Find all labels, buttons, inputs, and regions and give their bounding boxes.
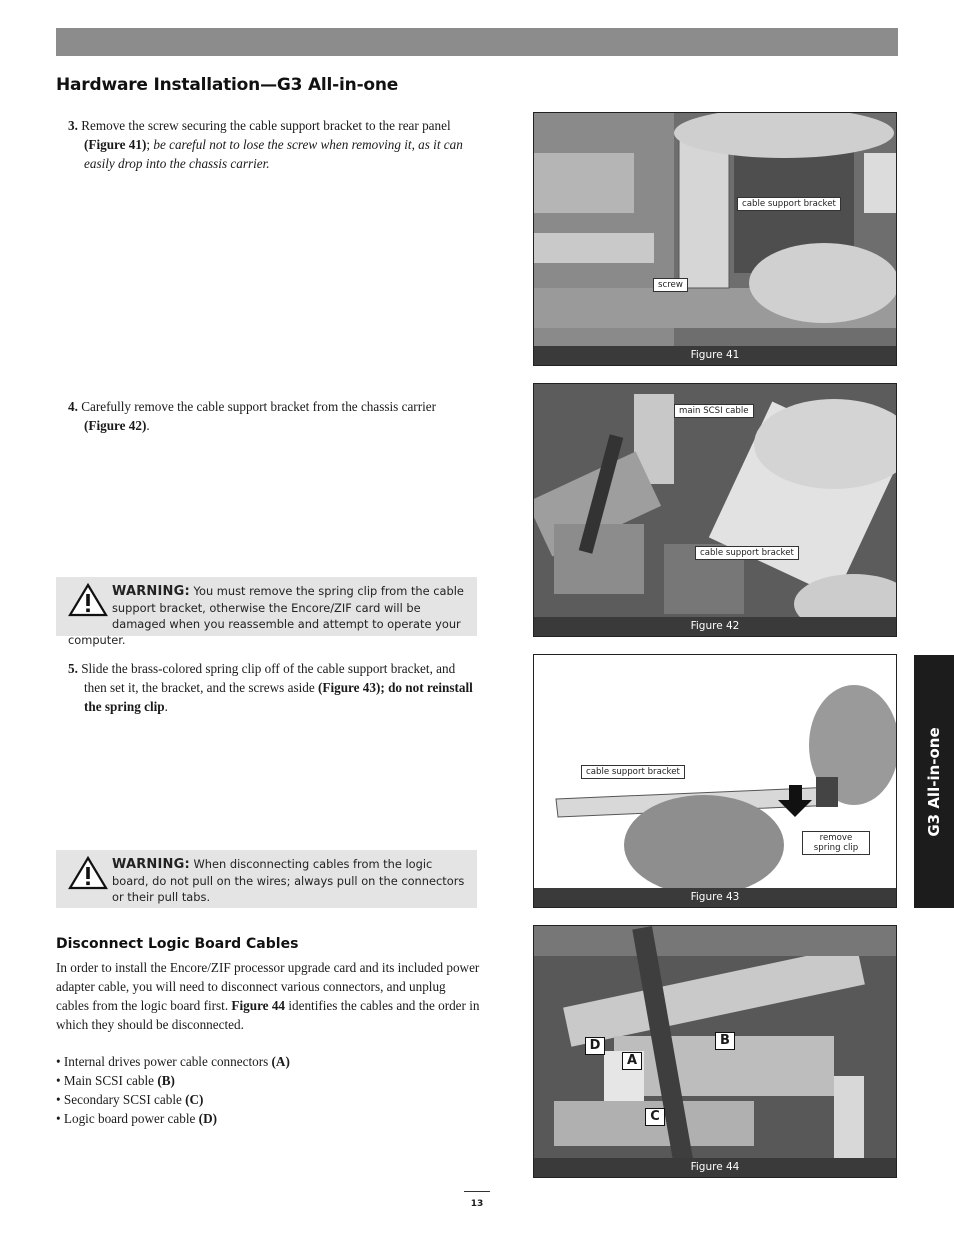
figure-caption: Figure 43 bbox=[534, 888, 896, 907]
label-a: A bbox=[622, 1052, 642, 1070]
punct: . bbox=[164, 699, 168, 714]
para-text: identifies the cables and the order in which they should be disconnected. bbox=[56, 998, 480, 1032]
list-item bbox=[56, 1109, 290, 1128]
separator: ; bbox=[146, 137, 151, 152]
list-item bbox=[56, 1090, 290, 1109]
cable-list bbox=[56, 1052, 290, 1128]
item-text: • Logic board power cable bbox=[56, 1111, 196, 1126]
label-c: C bbox=[645, 1108, 665, 1126]
figure-ref: (Figure 41) bbox=[84, 137, 147, 152]
step-text: Slide the brass-colored spring clip off of the cable support bracket, and then set it, the bracket, and the screws aside bbox=[81, 661, 456, 695]
item-text: • Main SCSI cable bbox=[56, 1073, 155, 1088]
warning-box bbox=[56, 850, 477, 908]
step-5 bbox=[68, 659, 474, 716]
step-number: 3. bbox=[68, 118, 78, 133]
label-d: D bbox=[585, 1037, 605, 1055]
item-code: (C) bbox=[185, 1092, 204, 1107]
figure-caption: Figure 42 bbox=[534, 617, 896, 636]
figure-ref: (Figure 42) bbox=[84, 418, 147, 433]
warning-box bbox=[56, 577, 477, 647]
page-number: 13 bbox=[470, 1199, 484, 1209]
step-note: be careful not to lose the screw when removing it, as it can easily drop into the chassis carrier. bbox=[84, 137, 463, 171]
figure-ref: Figure 44 bbox=[231, 998, 286, 1013]
punct: . bbox=[146, 418, 150, 433]
step-number: 5. bbox=[68, 661, 78, 676]
callout-cable-support-bracket: cable support bracket bbox=[695, 546, 799, 560]
section-side-tab bbox=[914, 655, 954, 908]
item-code: (B) bbox=[157, 1073, 175, 1088]
label-b: B bbox=[715, 1032, 735, 1050]
photo-figure-42 bbox=[534, 384, 897, 637]
warning-text: When disconnecting cables from the logic board, do not pull on the wires; always pull on the connectors or their pull tabs. bbox=[112, 857, 465, 904]
warning-icon bbox=[68, 856, 108, 890]
section-title: Disconnect Logic Board Cables bbox=[56, 936, 299, 952]
list-item bbox=[56, 1052, 290, 1071]
figure-ref: (Figure 43); do not reinstall the spring clip bbox=[84, 680, 473, 714]
step-3 bbox=[68, 116, 474, 173]
photo-figure-41 bbox=[534, 113, 897, 366]
callout-screw: screw bbox=[653, 278, 688, 292]
item-text: • Internal drives power cable connectors bbox=[56, 1054, 269, 1069]
item-code: (A) bbox=[271, 1054, 290, 1069]
warning-label: WARNING: bbox=[112, 584, 190, 599]
step-text: Remove the screw securing the cable support bracket to the rear panel bbox=[81, 118, 451, 133]
step-4 bbox=[68, 397, 474, 435]
figure-42 bbox=[533, 383, 897, 637]
warning-label: WARNING: bbox=[112, 857, 190, 872]
figure-caption: Figure 41 bbox=[534, 346, 896, 365]
page-number-rule bbox=[464, 1191, 490, 1192]
figure-43 bbox=[533, 654, 897, 908]
side-tab-label: G3 All-in-one bbox=[925, 726, 943, 837]
callout-cable-support-bracket: cable support bracket bbox=[581, 765, 685, 779]
para-text: In order to install the Encore/ZIF processor upgrade card and its included power adapter cable, you will need to disconnect various connectors, and unplug cables from the logic board first. bbox=[56, 960, 480, 1013]
step-text: Carefully remove the cable support bracket from the chassis carrier bbox=[81, 399, 437, 414]
header-bar bbox=[56, 28, 898, 56]
callout-remove-spring-clip: remove spring clip bbox=[802, 831, 870, 855]
photo-figure-43 bbox=[534, 655, 897, 908]
figure-44 bbox=[533, 925, 897, 1178]
callout-cable-support-bracket: cable support bracket bbox=[737, 197, 841, 211]
figure-41 bbox=[533, 112, 897, 366]
item-code: (D) bbox=[198, 1111, 217, 1126]
figure-caption: Figure 44 bbox=[534, 1158, 896, 1177]
item-text: • Secondary SCSI cable bbox=[56, 1092, 182, 1107]
page-title: Hardware Installation—G3 All-in-one bbox=[56, 75, 399, 95]
callout-main-scsi-cable: main SCSI cable bbox=[674, 404, 754, 418]
warning-icon bbox=[68, 583, 108, 617]
warning-text: You must remove the spring clip from the cable support bracket, otherwise the Encore/ZIF card will be damaged when you reassemble and attempt to operate your computer. bbox=[68, 584, 464, 647]
section-paragraph bbox=[56, 958, 481, 1034]
step-number: 4. bbox=[68, 399, 78, 414]
list-item bbox=[56, 1071, 290, 1090]
